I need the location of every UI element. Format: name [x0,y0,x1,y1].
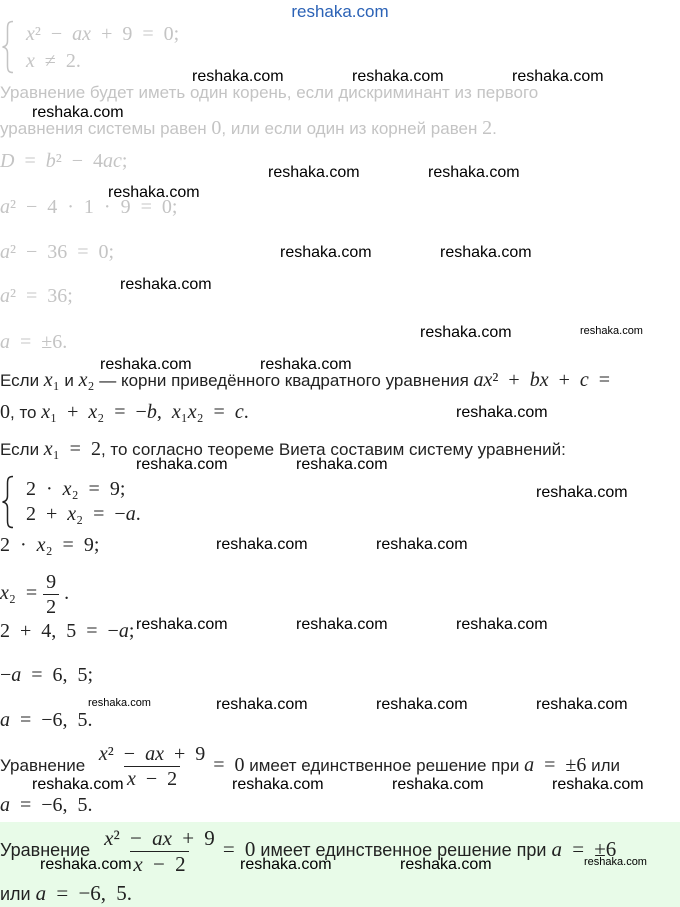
watermark: reshaka.com [456,404,548,421]
math-variable: a [35,881,47,905]
watermark: reshaka.com [268,164,360,181]
paragraph-text: или [586,756,621,775]
paragraph-text: , то [10,403,42,422]
fraction-denominator: 2 [43,594,59,618]
math-variable: a [0,794,10,816]
brace-stroke [3,22,14,73]
math-variable: x [483,369,493,391]
equation: 2 · x₂ = 9; [0,534,100,556]
math-value: x₂ [78,369,95,391]
discriminant-simplified [0,239,114,265]
math-variable: b [529,369,540,391]
math-variable: a [473,369,484,391]
math-variable: a [145,743,156,766]
math-variable: x [43,369,53,391]
math-variable: D [0,150,15,172]
math-variable: a [125,503,136,525]
watermark: reshaka.com [456,616,548,633]
vieta-system-equation-2 [26,501,141,527]
paragraph-text: Если [0,440,44,459]
watermark-small: reshaka.com [580,325,643,337]
equation: 2 + x₂ = −a. [26,503,141,525]
watermark: reshaka.com [420,324,512,341]
brace-stroke [3,477,14,528]
math-variable: a [524,754,535,776]
math-value: = 0 [213,754,245,776]
math-variable: a [551,837,562,861]
watermark: reshaka.com [216,536,308,553]
watermark: reshaka.com [136,456,228,473]
equation: x² − ax + 9 = 0; [26,23,180,45]
watermark: reshaka.com [376,696,468,713]
math-variable: x [171,401,181,423]
vieta-system-equation-1 [26,476,125,502]
watermark: reshaka.com [552,776,644,793]
fraction-numerator: 9 [46,571,57,594]
math-value: a = ±6 [524,754,587,776]
watermark: reshaka.com [232,776,324,793]
answer-text: Уравнение [0,840,96,860]
watermark: reshaka.com [136,616,228,633]
step-4 [0,662,93,688]
discriminant-formula [0,148,127,174]
watermark: reshaka.com [240,856,332,873]
math-variable: a [0,196,10,218]
math-value: = 0 [222,837,256,861]
math-variable: x [98,743,108,766]
math-value: ax² + bx + c = [473,369,611,391]
site-link[interactable]: reshaka.com [291,2,389,21]
watermark: reshaka.com [32,104,124,121]
watermark-small: reshaka.com [88,697,151,709]
fraction [43,571,59,618]
answer-line-2 [0,880,132,906]
math-variable: a [0,241,10,263]
equation: a² − 36 = 0; [0,241,115,263]
fraction-numerator: x² − ax + 9 [98,743,206,766]
math-variable: x [133,851,143,876]
math-variable: x [0,582,9,604]
paragraph-text: Уравнение [0,756,90,775]
step-1 [0,532,99,558]
equation: a = ±6. [0,331,68,353]
watermark: reshaka.com [260,356,352,373]
explanation-text: Уравнение будет иметь один корень, если дискриминант из первого [0,83,539,102]
math-variable: a [0,709,10,731]
equation: a = −6, 5. [0,709,93,731]
step-2 [0,571,70,619]
math-variable: b [146,401,157,423]
paragraph-text: имеет единственное решение при [244,756,525,775]
watermark: reshaka.com [280,244,372,261]
step-3 [0,618,134,644]
watermark: reshaka.com [392,776,484,793]
math-value: x₁ [43,369,60,391]
math-variable: a [118,620,129,642]
watermark: reshaka.com [296,456,388,473]
math-variable: x [26,23,35,45]
math-variable: a [103,150,114,172]
math-variable: x [82,23,92,45]
math-value: 0 [0,401,10,423]
system-brace [1,20,15,74]
discriminant-result [0,329,67,355]
watermark: reshaka.com [536,696,628,713]
math-variable: x [187,401,197,423]
paragraph-text: — корни приведённого квадратного уравнения [94,371,474,390]
math-variable: x [67,503,77,525]
math-variable: x [62,478,72,500]
math-variable: c [113,150,122,172]
site-header [0,1,680,23]
math-variable: a [11,664,22,686]
watermark: reshaka.com [192,68,284,85]
watermark: reshaka.com [400,856,492,873]
math-variable: x [155,743,164,766]
math-variable: x [104,825,114,850]
watermark: reshaka.com [40,856,132,873]
watermark: reshaka.com [440,244,532,261]
math-variable: x [26,50,35,72]
math-variable: x [43,438,53,460]
math-variable: b [45,150,56,172]
math-variable: a [152,825,163,850]
math-value: x₁ + x₂ = −b, x₁x₂ = c. [41,401,249,423]
paragraph-text: Если [0,371,44,390]
equation: 2 · x₂ = 9; [26,478,126,500]
math-value: 0 [211,117,222,139]
math-variable: x [162,825,172,850]
equation: x ≠ 2. [26,50,81,72]
equation-end: . [64,582,70,604]
watermark: reshaka.com [100,356,192,373]
watermark: reshaka.com [352,68,444,85]
watermark: reshaka.com [216,696,308,713]
watermark: reshaka.com [32,776,124,793]
fraction-denominator: x − 2 [124,766,180,790]
paragraph-text: , то согласно теореме Виета составим систему уравнений: [100,440,566,459]
equation: 2 + 4, 5 = −a; [0,620,135,642]
equation: D = b² − 4ac; [0,150,128,172]
vieta-line-2 [0,399,249,425]
explanation-text: , или если один из корней равен [221,119,483,138]
vieta-line-3 [0,436,566,462]
watermark: reshaka.com [428,164,520,181]
watermark: reshaka.com [108,184,200,201]
math-value: x₁ = 2 [43,438,101,460]
system-brace [1,475,15,529]
math-variable: c [579,369,589,391]
conclusion-line-2 [0,792,93,818]
equation: −a = 6, 5; [0,664,94,686]
squared-equation [0,283,73,309]
step-5 [0,707,93,733]
watermark: reshaka.com [376,536,468,553]
math-variable: a [0,331,10,353]
explanation-text: уравнения системы равен [0,119,212,138]
math-variable: x [78,369,88,391]
watermark-small: reshaka.com [584,856,647,868]
answer-text: имеет единственное решение при [255,840,552,860]
system-equation-1 [26,21,179,47]
math-value: a = ±6 [551,837,617,861]
paragraph-text: и [59,371,79,390]
math-value: a = −6, 5. [35,881,133,905]
equation: a² − 4 · 1 · 9 = 0; [0,196,178,218]
math-variable: x [539,369,549,391]
math-value: a = −6, 5. [0,794,93,816]
explanation-text: . [492,119,497,138]
answer-text: или [0,884,36,904]
fraction-denominator: x − 2 [130,851,188,876]
watermark: reshaka.com [536,484,628,501]
math-variable: c [234,401,244,423]
watermark: reshaka.com [296,616,388,633]
equation: a² = 36; [0,285,73,307]
math-variable: a [72,23,83,45]
equation-lhs: x₂ = [0,582,38,604]
watermark: reshaka.com [512,68,604,85]
math-variable: a [0,285,10,307]
fraction-numerator: x² − ax + 9 [104,825,215,850]
math-variable: x [36,534,46,556]
math-variable: x [88,401,98,423]
math-variable: x [41,401,51,423]
system-equation-2 [26,48,81,74]
math-value: 2 [482,117,493,139]
watermark: reshaka.com [120,276,212,293]
math-variable: x [126,768,136,791]
